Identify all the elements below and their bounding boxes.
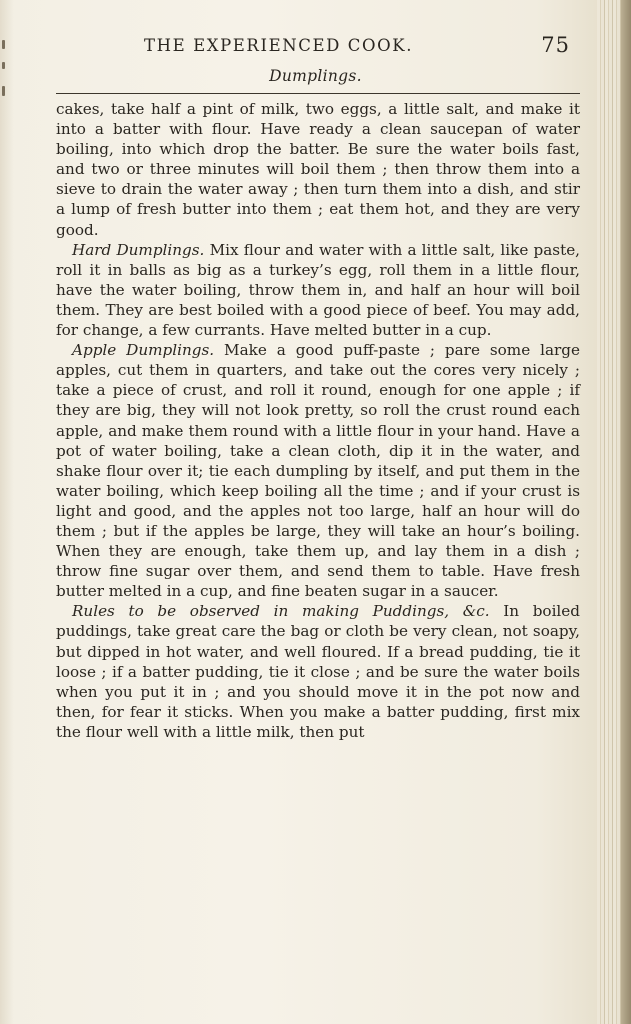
- paragraph-lead: Rules to be observed in making Puddings, &c.: [72, 602, 490, 621]
- page-header: [96, 33, 570, 60]
- paragraph-apple-dumplings: [56, 340, 580, 601]
- page-right-edge: [597, 0, 631, 1024]
- body-text: [56, 99, 580, 742]
- paragraph-text: In boiled puddings, take great care the bag or cloth be very clean, not soapy, but dipped in hot water, and well floured. If a bread pudding, tie it loose ; if a batter pudding, tie it close ; and be sure the water boils when you put it in ; and you should move it in the pot now and then, for fear it sticks. When you make a batter pudding, first mix the flour well with a little milk, then put: [56, 602, 580, 741]
- paragraph-continuation: [56, 99, 580, 240]
- paragraph-text: Mix flour and water with a little salt, like paste, roll it in balls as big as a turkey’s egg, roll them in a little flour, have the water boiling, throw them in, and half an hour will boil them. They are best boiled with a good piece of beef. You may add, for change, a few currants. Have melted butter in a cup.: [56, 240, 581, 340]
- page-number: 75: [541, 33, 570, 57]
- paragraph-hard-dumplings: [56, 240, 580, 340]
- paragraph-text: Make a good puff-paste ; pare some large apples, cut them in quarters, and take out the cores very nicely ; take a piece of crust, and roll it round, enough for one apple ; if they are big, they will not look pretty, so roll the crust round each apple, and make them round with a little flour in your hand. Have a pot of water boiling, take a clean cloth, dip it in the water, and shake flour over it; tie each dumpling by itself, and put them in the water boiling, which keep boiling all the time ; and if your crust is light and good, and the apples not too large, half an hour will do them ; but if the apples be large, they will take an hour’s boiling. When they are enough, take them up, and lay them in a dish ; throw fine sugar over them, and send them to table. Have fresh butter melted in a cup, and fine beaten sugar in a saucer.: [56, 341, 580, 601]
- section-title: Dumplings.: [269, 67, 362, 85]
- paragraph-lead: Apple Dumplings.: [72, 341, 215, 360]
- paragraph-text: cakes, take half a pint of milk, two eggs, a little salt, and make it into a batter with flour. Have ready a clean saucepan of water boiling, into which drop the batter. Be sure the water boils fast, and two or three minutes will boil them ; then throw them into a sieve to drain the water away ; then turn them into a dish, and stir a lump of fresh butter into them ; eat them hot, and they are very good.: [56, 100, 580, 239]
- page-left-edge: [0, 0, 14, 1024]
- paragraph-pudding-rules: [56, 601, 580, 742]
- paragraph-lead: Hard Dumplings.: [72, 240, 205, 259]
- header-rule: [56, 93, 580, 94]
- running-head: THE EXPERIENCED COOK.: [144, 36, 414, 55]
